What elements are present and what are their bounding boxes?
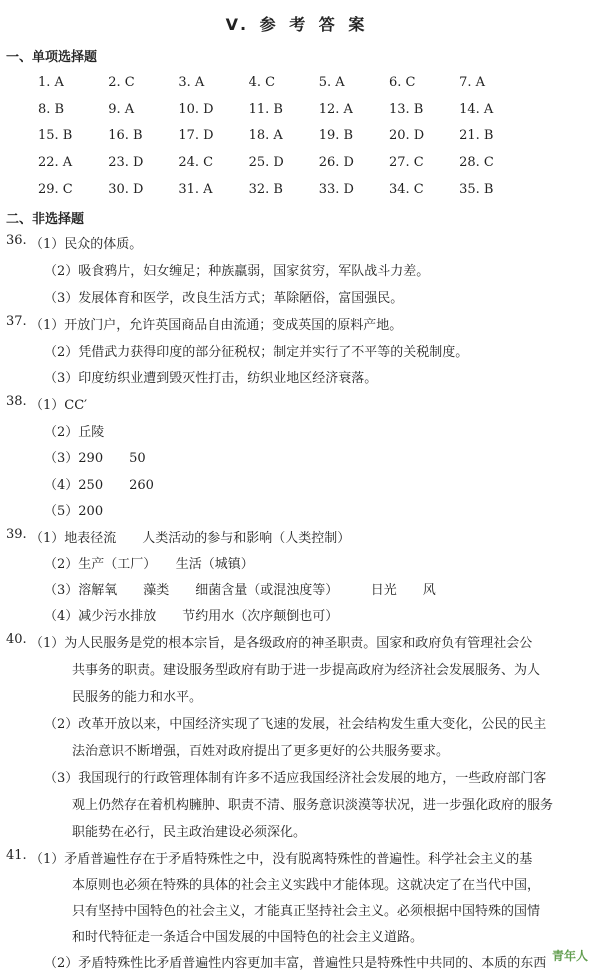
question-40-part-3-line-2: 观上仍然存在着机构臃肿、职责不清、服务意识淡漠等状况，进一步强化政府的服务 <box>72 798 554 813</box>
question-36-part-1: （1）民众的体质。 <box>30 237 143 252</box>
question-37-part-1: （1）开放门户，允许英国商品自由流通；变成英国的原料产地。 <box>30 318 403 333</box>
answer-cell: 28. C <box>459 155 494 171</box>
question-38-part-3: （3）290 50 <box>44 451 146 466</box>
section-heading-non-choice: 二、非选择题 <box>6 212 85 227</box>
answer-cell: 29. C <box>38 181 73 197</box>
answer-cell: 24. C <box>178 155 214 171</box>
question-41-part-1-line-3: 只有坚持中国特色的社会主义，才能真正坚持社会主义。必须根据中国特殊的国情 <box>72 904 541 919</box>
answer-row <box>38 123 578 150</box>
section-heading-multiple-choice: 一、单项选择题 <box>6 50 98 65</box>
answer-cell: 27. C <box>388 155 424 171</box>
answer-cell: 6. C <box>388 75 416 90</box>
answer-cell: 15. B <box>38 128 73 144</box>
question-38-part-1: （1）CC′ <box>30 398 88 413</box>
question-38-part-5: （5）200 <box>44 504 104 519</box>
question-40-part-2-line-2: 法治意识不断增强，百姓对政府提出了更多更好的公共服务要求。 <box>72 744 450 759</box>
answer-cell: 32. B <box>248 181 283 197</box>
answer-cell: 10. D <box>178 101 214 117</box>
answer-cell: 25. D <box>248 155 284 171</box>
question-40-number: 40. <box>6 632 27 647</box>
answer-cell: 31. A <box>178 181 213 197</box>
question-40-part-3-line-1: （3）我国现行的行政管理体制有许多不适应我国经济社会发展的地方，一些政府部门客 <box>44 771 547 786</box>
question-36-part-3: （3）发展体育和医学，改良生活方式；革除陋俗，富国强民。 <box>44 291 404 306</box>
answer-cell: 7. A <box>459 75 486 90</box>
answer-cell: 4. C <box>248 75 276 90</box>
answer-cell: 30. D <box>108 181 144 197</box>
question-38-number: 38. <box>6 394 27 409</box>
answer-cell: 8. B <box>38 101 65 117</box>
question-41-number: 41. <box>6 848 27 863</box>
question-40-part-1-line-3: 民服务的能力和水平。 <box>72 690 203 705</box>
question-41-part-1-line-4: 和时代特征走一条适合中国发展的中国特色的社会主义道路。 <box>72 930 424 945</box>
answer-row <box>38 177 578 204</box>
answer-cell: 26. D <box>318 155 354 171</box>
question-39-part-4: （4）减少污水排放 节约用水（次序颠倒也可） <box>44 609 339 624</box>
answer-cell: 21. B <box>459 128 494 144</box>
answer-cell: 22. A <box>38 155 73 171</box>
answer-cell: 33. D <box>318 181 354 197</box>
answer-cell: 16. B <box>108 128 143 144</box>
answer-cell: 23. D <box>108 155 144 171</box>
answer-cell: 19. B <box>318 128 354 144</box>
answer-cell: 5. A <box>318 75 345 90</box>
answer-cell: 18. A <box>248 128 283 144</box>
answer-cell: 3. A <box>178 75 205 90</box>
multiple-choice-answer-grid <box>38 70 578 203</box>
question-41-part-1-line-2: 本原则也必须在特殊的具体的社会主义实践中才能体现。这就决定了在当代中国， <box>72 878 541 893</box>
question-41-part-1-line-1: （1）矛盾普遍性存在于矛盾特殊性之中，没有脱离特殊性的普遍性。科学社会主义的基 <box>30 852 533 867</box>
question-38-part-2: （2）丘陵 <box>44 425 105 440</box>
answer-cell: 35. B <box>459 181 494 197</box>
question-39-part-2: （2）生产（工厂） 生活（城镇） <box>44 557 254 572</box>
question-39-part-3: （3）溶解氧 藻类 细菌含量（或混浊度等） 日光 风 <box>44 583 436 598</box>
question-37-number: 37. <box>6 314 27 329</box>
question-41-part-2-line-1: （2）矛盾特殊性比矛盾普遍性内容更加丰富，普遍性只是特殊性中共同的、本质的东西 <box>44 956 547 971</box>
answer-row <box>38 150 578 177</box>
answer-cell: 12. A <box>318 101 353 117</box>
answer-cell: 17. D <box>178 128 214 144</box>
watermark-logo: 青年人 <box>551 949 588 963</box>
answer-cell: 1. A <box>38 75 64 90</box>
question-36-number: 36. <box>6 233 27 248</box>
question-37-part-3: （3）印度纺织业遭到毁灭性打击，纺织业地区经济衰落。 <box>44 371 378 386</box>
answer-cell: 11. B <box>248 101 283 117</box>
question-40-part-1-line-1: （1）为人民服务是党的根本宗旨，是各级政府的神圣职责。国家和政府负有管理社会公 <box>30 636 533 651</box>
answer-row <box>38 70 578 97</box>
question-36-part-2: （2）吸食鸦片，妇女缠足；种族羸弱，国家贫穷，军队战斗力差。 <box>44 264 430 279</box>
question-39-number: 39. <box>6 527 27 542</box>
question-40-part-1-line-2: 共事务的职责。建设服务型政府有助于进一步提高政府为经济社会发展服务、为人 <box>72 663 541 678</box>
answer-cell: 13. B <box>388 101 424 117</box>
page-title: V. 参 考 答 案 <box>225 15 369 34</box>
question-39-part-1: （1）地表径流 人类活动的参与和影响（人类控制） <box>30 531 351 546</box>
answer-cell: 20. D <box>388 128 425 144</box>
answer-cell: 9. A <box>108 101 135 117</box>
question-37-part-2: （2）凭借武力获得印度的部分征税权；制定并实行了不平等的关税制度。 <box>44 345 469 360</box>
question-38-part-4: （4）250 260 <box>44 478 154 493</box>
question-40-part-2-line-1: （2）改革开放以来，中国经济实现了飞速的发展，社会结构发生重大变化，公民的民主 <box>44 717 547 732</box>
answer-row <box>38 97 578 124</box>
question-40-part-3-line-3: 职能势在必行，民主政治建设必须深化。 <box>72 825 307 840</box>
answer-cell: 2. C <box>108 75 135 90</box>
answer-cell: 14. A <box>459 101 494 117</box>
answer-cell: 34. C <box>388 181 424 197</box>
